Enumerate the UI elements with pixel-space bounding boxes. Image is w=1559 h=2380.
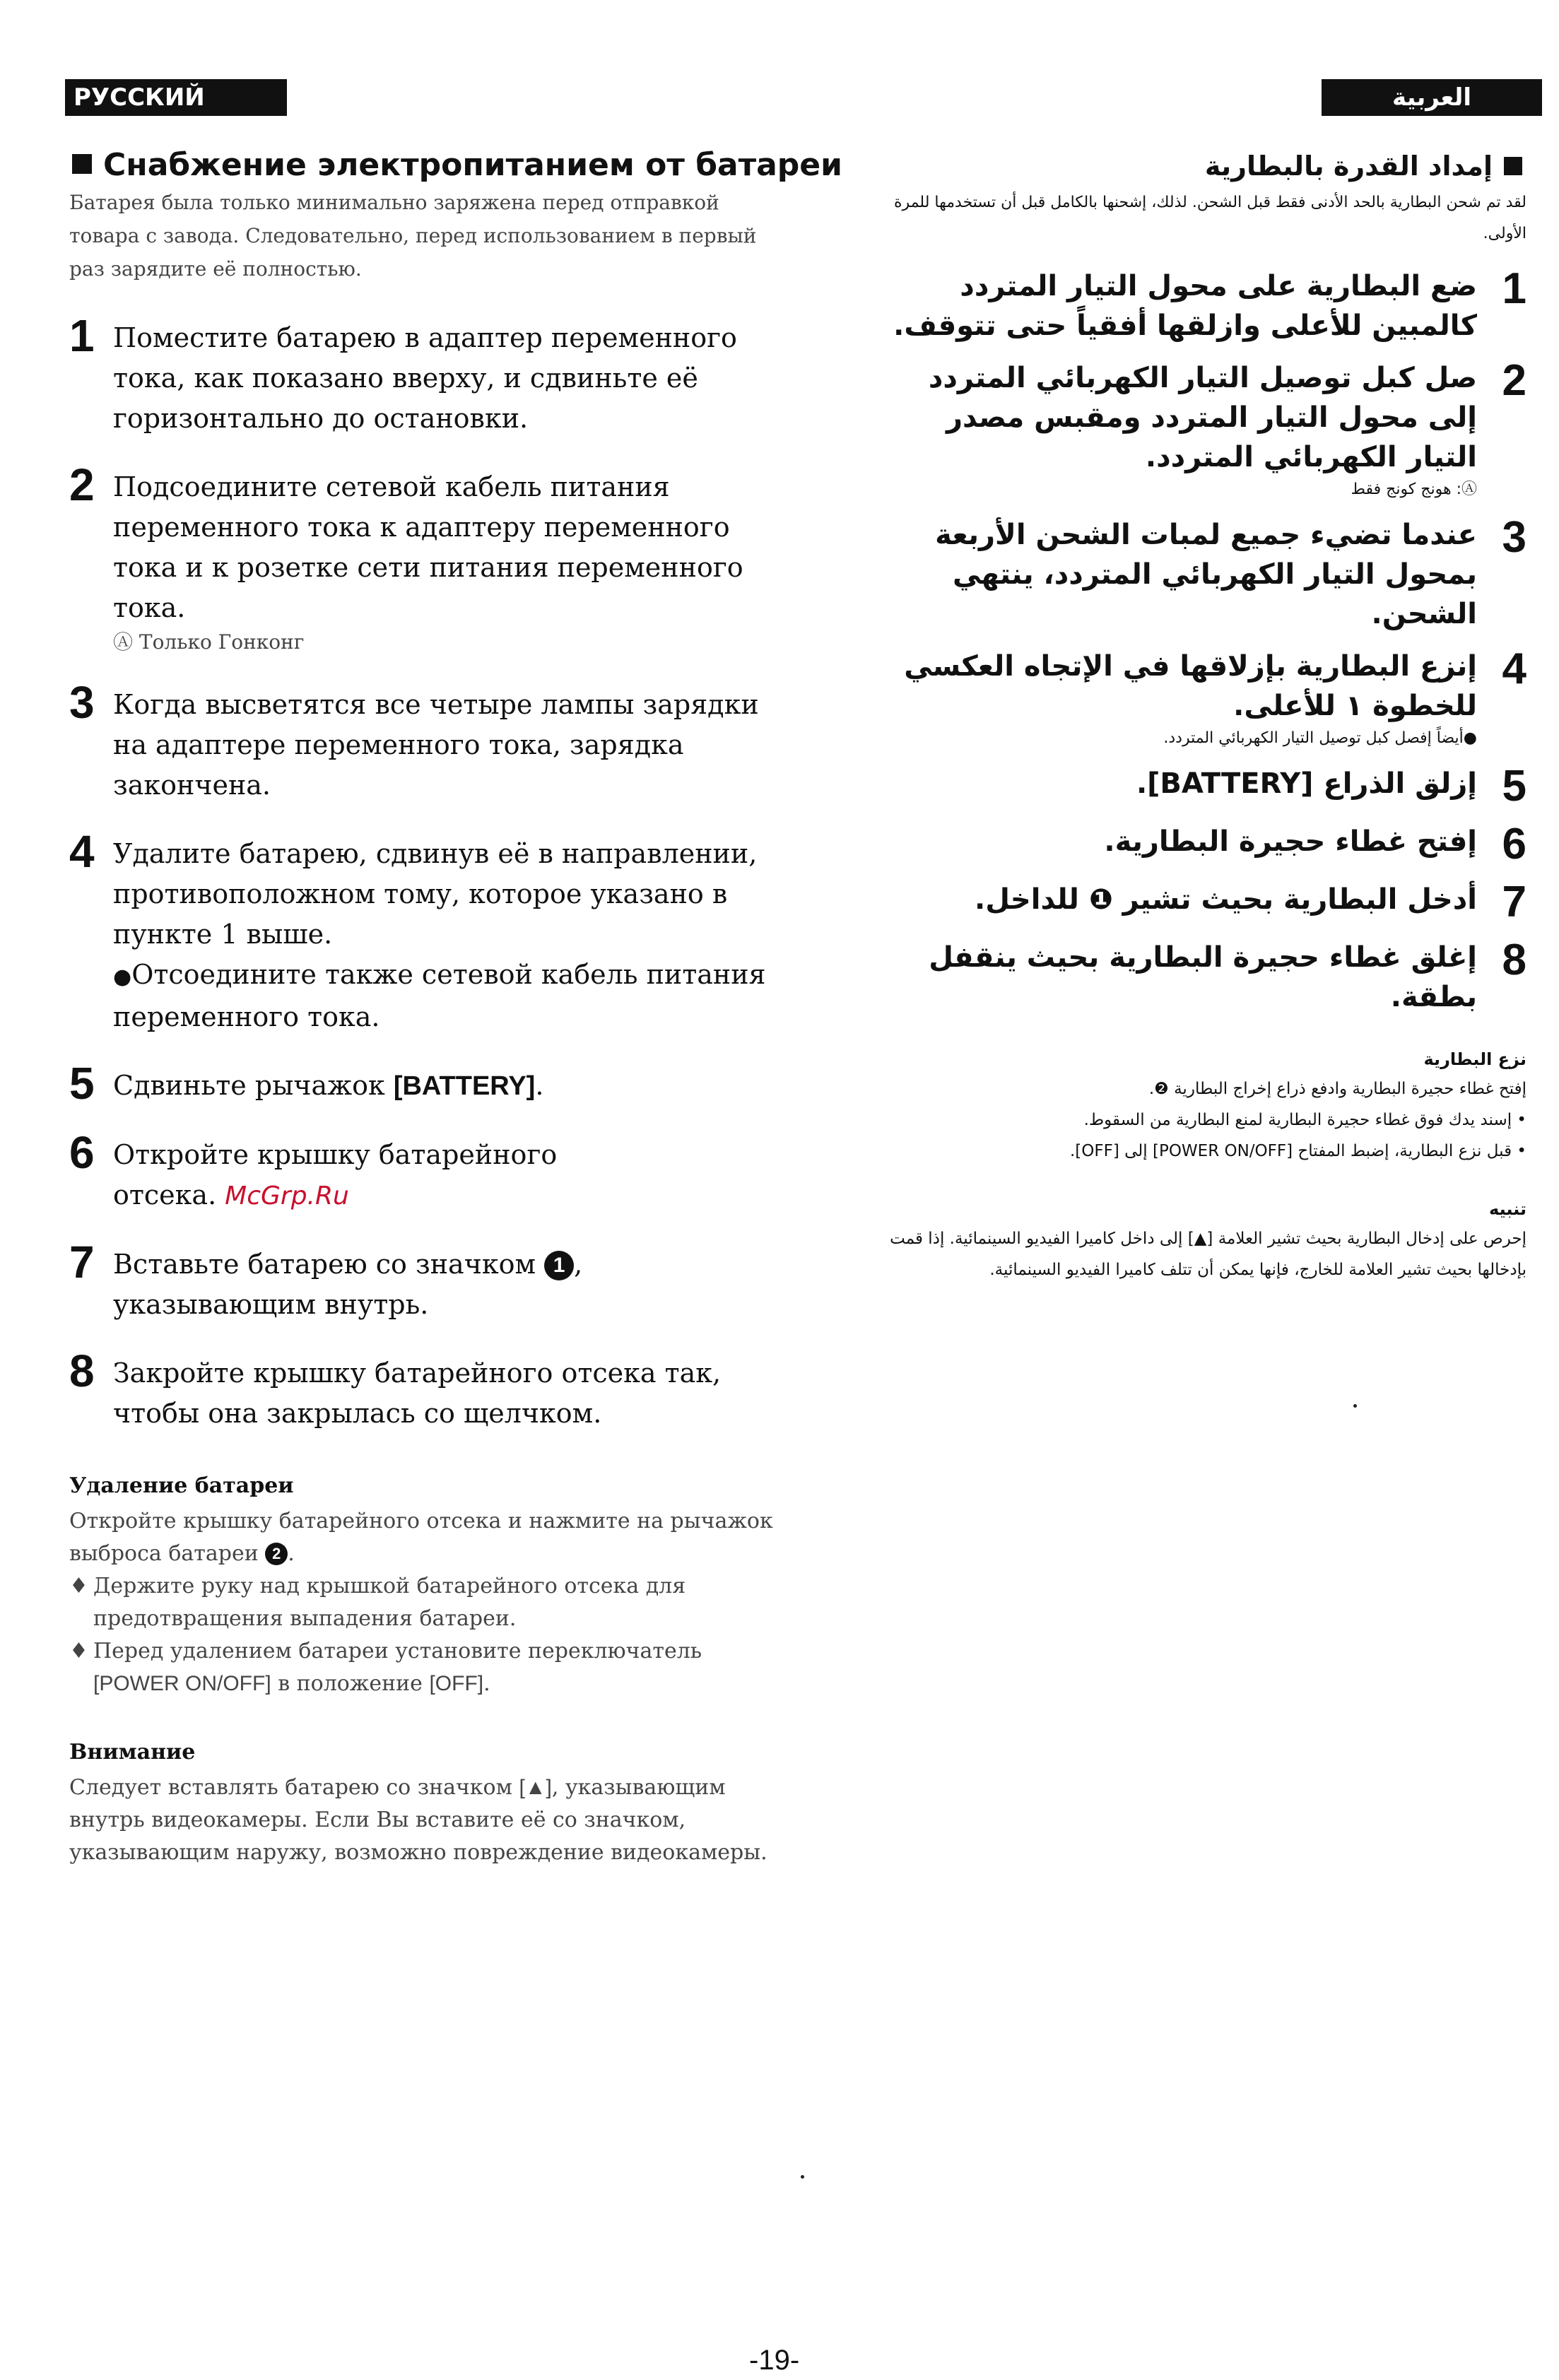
step-text: ضع البطارية على محول التيار المتردد كالمبين للأعلى وازلقها أفقياً حتى تتوقف. [893,270,1477,342]
ar-removal-title: نزع البطارية [1423,1049,1526,1069]
ar-step-1 [876,266,1526,346]
step-number: 1 [69,310,95,361]
ru-step-3 [69,677,776,806]
diamond-bullet-icon: ♦ [69,1639,88,1663]
ar-removal-text: إفتح غطاء حجيرة البطارية وادفع ذراع إخراج البطارية ❷. [1148,1080,1526,1098]
step-text: Подсоедините сетевой кабель питания переменного тока к адаптеру переменного тока и к розетке сети питания переменного тока. [113,471,743,623]
step-bullet: ●Отсоедините также сетевой кабель питания переменного тока. [113,959,766,1032]
step-text: إفتح غطاء حجيرة البطارية. [1104,825,1477,858]
step-number: 3 [1502,513,1526,562]
ar-step-8 [876,938,1526,1017]
step-number: 7 [69,1237,95,1288]
step-text: إنزع البطارية بإزلاقها في الإتجاه العكسي للخطوة ١ للأعلى. [904,650,1477,722]
ru-step-1 [69,310,776,439]
ru-intro: Батарея была только минимально заряжена перед отправкой товара с завода. Следовательно, перед использованием в первый раз зарядите её полностью. [69,191,757,281]
step-note: ●أيضاً إفصل كبل توصيل التيار الكهربائي المتردد. [1163,729,1477,747]
arabic-column [876,145,1526,1285]
square-bullet-icon [1504,157,1522,175]
circled-two-icon: 2 [265,1543,288,1565]
page-number: -19- [749,2345,800,2376]
ru-step-4 [69,826,776,1037]
step-number: 3 [69,677,95,728]
step-number: 7 [1502,878,1526,926]
step-number: 1 [1502,264,1526,313]
step-text: إغلق غطاء حجيرة البطارية بحيث ينقفل بطقة. [929,941,1477,1013]
ar-removal-bullet-1: • إسند يدك فوق غطاء حجيرة البطارية لمنع البطارية من السقوط. [1083,1111,1526,1129]
ru-section-title: Снабжение электропитанием от батареи [69,145,776,186]
bullet-dot-icon: ● [113,965,132,989]
step-text: صل كبل توصيل التيار الكهربائي المتردد إلى محول التيار المتردد ومقبس مصدر التيار الكهربائي المتردد. [928,362,1477,473]
arabic-language-tab: العربية [1322,79,1542,116]
watermark: McGrp.Ru [225,1182,349,1210]
step-number: 2 [1502,356,1526,405]
step-number: 2 [69,459,95,510]
ar-step-7 [876,880,1526,925]
ar-section-title: إمداد القدرة بالبطارية [876,145,1526,187]
ar-caution-text: إحرص على إدخال البطارية بحيث تشير العلامة [▲] إلى داخل كاميرا الفيديو السينمائية. إذا قمت بإدخالها بحيث تشير العلامة للخارج، فإنها يمكن أن تتلف كاميرا الفيديو السينمائية. [890,1230,1526,1279]
ar-step-4 [876,644,1526,751]
ar-removal-bullet-2: • قبل نزع البطارية، إضبط المفتاح [POWER ON/OFF] إلى [OFF]. [1069,1142,1526,1160]
ru-caution-title: Внимание [69,1740,196,1765]
step-number: 6 [69,1127,95,1178]
diamond-bullet-icon: ♦ [69,1574,88,1598]
step-number: 4 [69,826,95,877]
battery-key-label: [BATTERY] [393,1071,536,1101]
ru-removal-bullet-2: ♦ Перед удалением батареи установите переключатель [POWER ON/OFF] в положение [OFF]. [69,1635,776,1700]
step-number: 4 [1502,644,1526,693]
triangle-mark: [▲] [519,1776,552,1799]
step-text: Когда высветятся все четыре лампы зарядки на адаптере переменного тока, зарядка закончена. [113,689,759,801]
print-speck [1353,1404,1357,1408]
step-text: أدخل البطارية بحيث تشير ❶ للداخل. [975,883,1477,916]
step-number: 8 [1502,936,1526,984]
step-number: 5 [1502,762,1526,811]
step-text: إزلق الذراع [BATTERY]. [1136,767,1477,800]
russian-column [69,145,842,1869]
square-bullet-icon [72,154,92,174]
step-text: Вставьте батарею со значком 1 , указывающим внутрь. [113,1249,583,1320]
step-text: عندما تضيء جميع لمبات الشحن الأربعة بمحول التيار الكهربائي المتردد، ينتهي الشحن. [935,519,1477,630]
ar-caution-title: تنبيه [1489,1199,1526,1219]
russian-language-tab: РУССКИЙ ЯЗЫК [65,79,287,116]
ru-step-2 [69,459,776,656]
step-text: Поместите батарею в адаптер переменного тока, как показано вверху, и сдвиньте её горизонтально до остановки. [113,322,737,434]
ru-removal-title: Удаление батареи [69,1473,294,1498]
print-speck [801,2175,804,2179]
ru-step-7 [69,1237,776,1325]
step-text: Удалите батарею, сдвинув её в направлении, противоположном тому, которое указано в пункте 1 выше. [113,838,758,950]
ru-step-8 [69,1345,776,1434]
ar-step-5 [876,764,1526,809]
ar-step-2 [876,358,1526,502]
step-note: Ⓐ Только Гонконг [113,630,305,654]
step-text: Сдвиньте рычажок [BATTERY]. [113,1070,544,1101]
ar-step-6 [876,822,1526,867]
ru-step-5 [69,1058,776,1109]
ar-intro: لقد تم شحن البطارية بالحد الأدنى فقط قبل الشحن. لذلك، إشحنها بالكامل قبل أن تستخدمها للمرة الأولى. [894,194,1526,242]
ru-removal-text: Откройте крышку батарейного отсека и нажмите на рычажок выброса батареи 2 . [69,1509,773,1566]
ru-caution-text: Следует вставлять батарею со значком [▲], указывающим внутрь видеокамеры. Если Вы вставите её со значком, указывающим наружу, возможно повреждение видеокамеры. [69,1775,767,1865]
step-number: 5 [69,1058,95,1109]
step-text: Закройте крышку батарейного отсека так, чтобы она закрылась со щелчком. [113,1357,722,1429]
step-text: Откройте крышку батарейного отсека. McGrp.Ru [113,1139,558,1210]
ar-step-3 [876,515,1526,634]
step-note: Ⓐ: هونج كونج فقط [1351,481,1477,498]
circled-one-icon: 1 [544,1251,574,1280]
ru-removal-bullet-1: ♦ Держите руку над крышкой батарейного отсека для предотвращения выпадения батареи. [69,1570,776,1635]
ru-step-6 [69,1127,776,1216]
step-number: 8 [69,1345,95,1396]
step-number: 6 [1502,820,1526,868]
